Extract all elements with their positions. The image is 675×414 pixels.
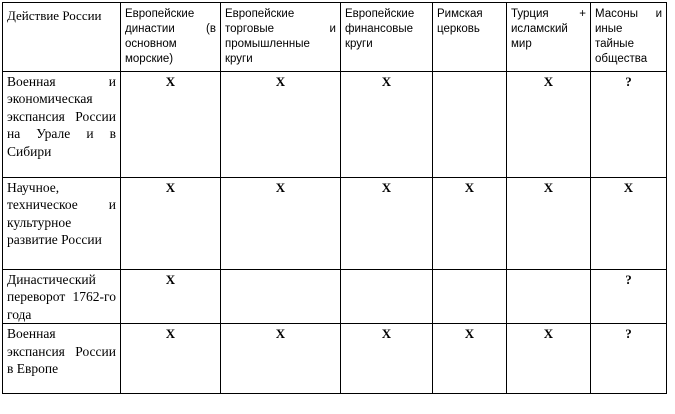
header-european-trade-circles: Европейские торговые и промышленные круги [221,3,341,72]
table-cell: X [121,72,221,178]
table-cell: X [507,324,591,394]
table-cell: X [221,324,341,394]
table-cell [221,270,341,324]
table-cell: X [121,270,221,324]
table-cell: X [507,72,591,178]
table-cell [507,270,591,324]
table-row [3,72,667,178]
table-cell: X [341,324,433,394]
table-cell [433,270,507,324]
row-action: Научное, техническое и культурное развитие России [3,178,121,270]
table-cell: ? [591,72,667,178]
influence-table [2,2,667,394]
table-cell [433,72,507,178]
table-cell: X [507,178,591,270]
header-row [3,3,667,72]
table-cell: ? [591,270,667,324]
table-row [3,178,667,270]
header-european-dynasties: Европейские династии (в основном морские) [121,3,221,72]
table-cell: X [591,178,667,270]
row-action: Военная и экономическая экспансия России на Урале и в Сибири [3,72,121,178]
table-cell: X [433,324,507,394]
table-row [3,324,667,394]
row-action: Военная экспансия России в Европе [3,324,121,394]
table-cell: X [121,178,221,270]
header-masons-secret-societies: Масоны и иные тайные общества [591,3,667,72]
table-cell: X [221,178,341,270]
table-cell: X [433,178,507,270]
header-action: Действие России [3,3,121,72]
row-action: Династический переворот 1762-го года [3,270,121,324]
header-roman-church: Римская церковь [433,3,507,72]
table-cell: ? [591,324,667,394]
table-cell: X [121,324,221,394]
table-row [3,270,667,324]
table-cell: X [341,178,433,270]
table-cell: X [221,72,341,178]
table-cell: X [341,72,433,178]
header-european-finance-circles: Европейские финансовые круги [341,3,433,72]
header-turkey-islamic-world: Турция + исламский мир [507,3,591,72]
table-cell [341,270,433,324]
